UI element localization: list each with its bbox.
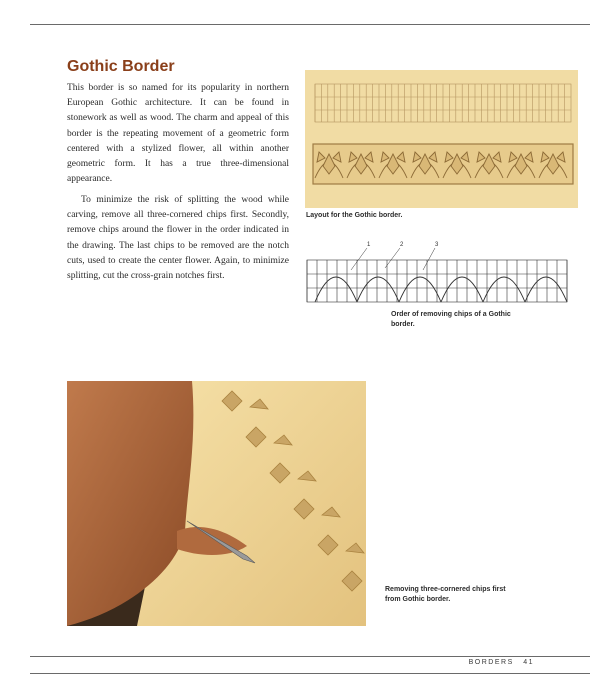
footer-rule	[30, 656, 590, 657]
intro-paragraph: This border is so named for its popularity in northern European Gothic architecture. It can be found in stonework as well as wood. The charm and appeal of this border is the repeating movement of a geometric form centered with a stylized flower, all within another geometric form. It has a true three-dimensional appearance.	[67, 83, 289, 185]
running-footer	[463, 659, 534, 666]
wood-background	[305, 70, 578, 208]
layout-board-figure	[305, 70, 578, 208]
order-marker-1: 1	[367, 242, 371, 248]
chip-order-diagram	[305, 238, 570, 306]
order-caption: Order of removing chips of a Gothic border.	[391, 311, 511, 328]
carving-photo	[67, 381, 366, 626]
page-number: 41	[523, 659, 534, 666]
bottom-rule	[30, 673, 590, 674]
order-grid	[307, 260, 567, 302]
order-marker-3: 3	[435, 242, 439, 248]
order-pointers	[351, 248, 435, 270]
layout-grid	[315, 84, 571, 122]
footer-section: BORDERS	[468, 659, 514, 666]
instructions-paragraph: To minimize the risk of splitting the wood while carving, remove all three-cornered chips first. Secondly, remove chips around the flower in the order indicated in the drawing. The last chips to be removed are the notch cuts, used to create the center flower. Again, to minimize splitting, cut the cross-grain notches first.	[67, 195, 289, 282]
photo-caption: Removing three-cornered chips first from Gothic border.	[385, 586, 506, 603]
top-rule	[30, 24, 590, 25]
order-marker-2: 2	[400, 242, 404, 248]
layout-caption: Layout for the Gothic border.	[306, 212, 403, 219]
section-heading: Gothic Border	[67, 58, 175, 75]
